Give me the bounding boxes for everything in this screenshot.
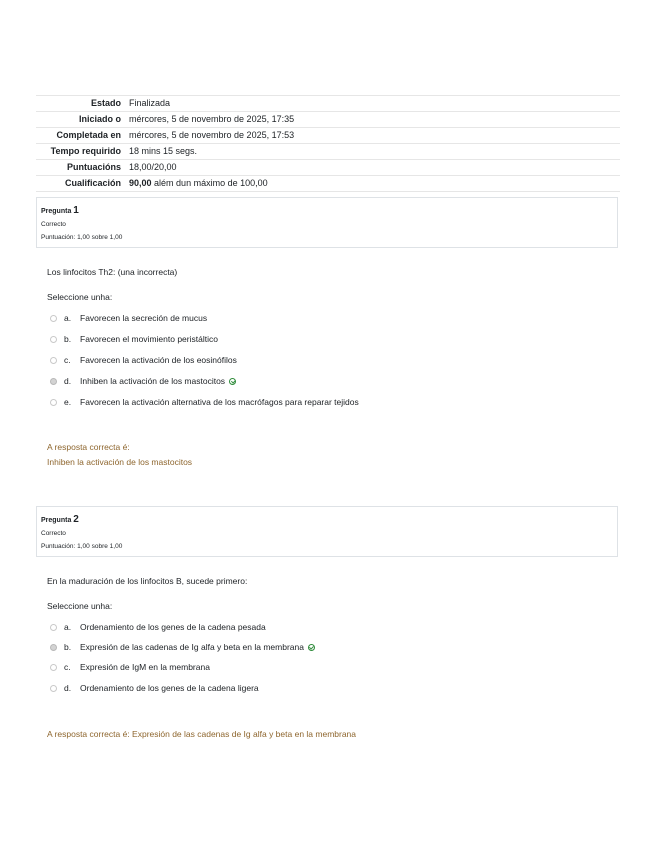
answer-letter: c. — [64, 355, 71, 365]
answer-letter: e. — [64, 397, 72, 407]
answer-letter: b. — [64, 642, 72, 652]
answer-option[interactable] — [50, 355, 237, 365]
question-1-text: Los linfocitos Th2: (una incorrecta) — [47, 267, 178, 277]
answer-letter: d. — [64, 683, 72, 693]
correct-check-icon — [308, 644, 315, 651]
question-2-text: En la maduración de los linfocitos B, sucede primero: — [47, 576, 248, 586]
answer-option[interactable] — [50, 622, 266, 632]
correct-answer-label: A resposta correcta é: — [47, 442, 130, 452]
answer-letter: a. — [64, 622, 72, 632]
answer-option-selected[interactable] — [50, 642, 315, 652]
attempt-summary-table — [36, 95, 620, 192]
question-number — [41, 513, 613, 527]
summary-value: 18 mins 15 segs. — [125, 144, 620, 160]
answer-text: Ordenamiento de los genes de la cadena pesada — [80, 622, 266, 632]
answer-text: Favorecen el movimiento peristáltico — [80, 334, 218, 344]
radio-button[interactable] — [50, 336, 57, 343]
summary-label: Completada en — [36, 128, 125, 144]
grade-label: Cualificación — [36, 176, 125, 192]
summary-label: Estado — [36, 96, 125, 112]
answer-option[interactable] — [50, 334, 218, 344]
question-prefix: Pregunta — [41, 517, 72, 524]
answer-option[interactable] — [50, 683, 259, 693]
answer-text: Inhiben la activación de los mastocitos — [80, 376, 226, 386]
question-prefix: Pregunta — [41, 208, 72, 215]
summary-row — [36, 128, 620, 144]
answer-text: Expresión de IgM en la membrana — [80, 662, 210, 672]
answer-letter: d. — [64, 376, 72, 386]
grade-cell — [125, 176, 620, 192]
summary-value: Finalizada — [125, 96, 620, 112]
question-2-prompt: Seleccione unha: — [47, 601, 113, 611]
summary-label: Puntuacións — [36, 160, 125, 176]
correct-answer-text: Inhiben la activación de los mastocitos — [47, 457, 193, 467]
answer-text: Favorecen la activación de los eosinófilos — [80, 355, 237, 365]
answer-text: Ordenamiento de los genes de la cadena ligera — [80, 683, 259, 693]
radio-button[interactable] — [50, 664, 57, 671]
question-number-value: 1 — [73, 205, 79, 216]
question-2-info — [36, 506, 618, 557]
summary-value: mércores, 5 de novembro de 2025, 17:35 — [125, 112, 620, 128]
grade-value: 90,00 — [129, 178, 152, 188]
radio-button-selected[interactable] — [50, 644, 57, 651]
question-1-info — [36, 197, 618, 248]
radio-button[interactable] — [50, 315, 57, 322]
question-mark: Puntuación: 1,00 sobre 1,00 — [41, 234, 123, 241]
answer-letter: a. — [64, 313, 72, 323]
answer-text: Expresión de las cadenas de Ig alfa y beta en la membrana — [80, 642, 304, 652]
summary-label: Tempo requirido — [36, 144, 125, 160]
question-2-feedback: A resposta correcta é: Expresión de las cadenas de Ig alfa y beta en la membrana — [47, 729, 357, 739]
summary-row — [36, 144, 620, 160]
summary-row — [36, 96, 620, 112]
answer-text: Favorecen la secreción de mucus — [80, 313, 208, 323]
radio-button-selected[interactable] — [50, 378, 57, 385]
question-state: Correcto — [41, 530, 66, 537]
summary-row-grade — [36, 176, 620, 192]
question-1-feedback — [47, 440, 192, 470]
summary-value: mércores, 5 de novembro de 2025, 17:53 — [125, 128, 620, 144]
answer-letter: c. — [64, 662, 71, 672]
summary-row — [36, 112, 620, 128]
question-number — [41, 204, 613, 218]
radio-button[interactable] — [50, 399, 57, 406]
question-1-prompt: Seleccione unha: — [47, 292, 113, 302]
answer-option[interactable] — [50, 313, 207, 323]
grade-suffix: além dun máximo de 100,00 — [154, 178, 268, 188]
summary-label: Iniciado o — [36, 112, 125, 128]
summary-row — [36, 160, 620, 176]
radio-button[interactable] — [50, 624, 57, 631]
answer-option[interactable] — [50, 397, 359, 407]
question-state: Correcto — [41, 221, 66, 228]
correct-check-icon — [229, 378, 236, 385]
answer-text: Favorecen la activación alternativa de los macrófagos para reparar tejidos — [80, 397, 359, 407]
summary-value: 18,00/20,00 — [125, 160, 620, 176]
question-number-value: 2 — [73, 514, 79, 525]
answer-option[interactable] — [50, 662, 210, 672]
radio-button[interactable] — [50, 685, 57, 692]
radio-button[interactable] — [50, 357, 57, 364]
question-mark: Puntuación: 1,00 sobre 1,00 — [41, 543, 123, 550]
answer-letter: b. — [64, 334, 72, 344]
answer-option-selected[interactable] — [50, 376, 236, 386]
